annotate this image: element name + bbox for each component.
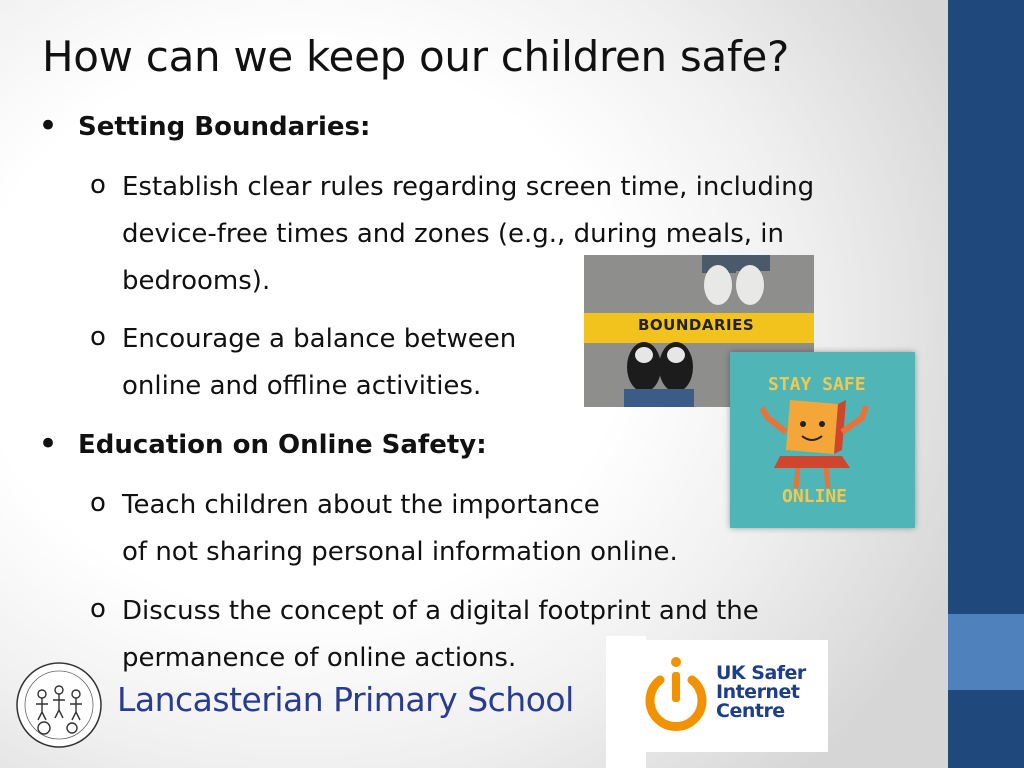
uksic-line-2: Internet (716, 681, 800, 703)
list-item-line: Establish clear rules regarding screen time, including (122, 172, 815, 202)
sub-bullet-icon: o (90, 488, 106, 518)
sub-bullet-icon: o (90, 594, 106, 624)
slide-title: How can we keep our children safe? (42, 32, 789, 81)
list-item-line: Discuss the concept of a digital footprint and the (122, 596, 759, 626)
sub-bullet-icon: o (90, 322, 106, 352)
school-logo-icon (14, 660, 104, 750)
bullet-icon: • (38, 424, 59, 464)
list-item-line: bedrooms). (122, 266, 271, 296)
stay-safe-top-text: STAY SAFE (768, 374, 866, 395)
boundaries-label: BOUNDARIES (638, 316, 755, 334)
uksic-line-1: UK Safer (716, 662, 806, 684)
stay-safe-bottom-text: ONLINE (782, 486, 848, 507)
section-heading-education (38, 424, 487, 464)
section-heading-text: Setting Boundaries: (78, 112, 371, 142)
section-heading-text: Education on Online Safety: (78, 430, 487, 460)
school-name: Lancasterian Primary School (117, 680, 574, 719)
sidebar-accent-block (948, 614, 1024, 690)
power-icon (640, 640, 712, 752)
section-heading-boundaries (38, 106, 371, 146)
list-item-line: of not sharing personal information online. (122, 537, 678, 567)
uksic-text (716, 664, 806, 721)
list-item (90, 482, 678, 576)
sub-bullet-icon: o (90, 170, 106, 200)
list-item (90, 316, 517, 410)
list-item-line: Encourage a balance between (122, 324, 517, 354)
list-item-line: device-free times and zones (e.g., during meals, in (122, 219, 784, 249)
list-item-line: permanence of online actions. (122, 643, 517, 673)
list-item-line: online and offline activities. (122, 371, 482, 401)
uksic-line-3: Centre (716, 700, 785, 722)
stay-safe-online-image (730, 352, 915, 528)
list-item-line: Teach children about the importance (122, 490, 600, 520)
bullet-icon: • (38, 106, 59, 146)
uk-safer-internet-centre-logo (640, 640, 828, 752)
